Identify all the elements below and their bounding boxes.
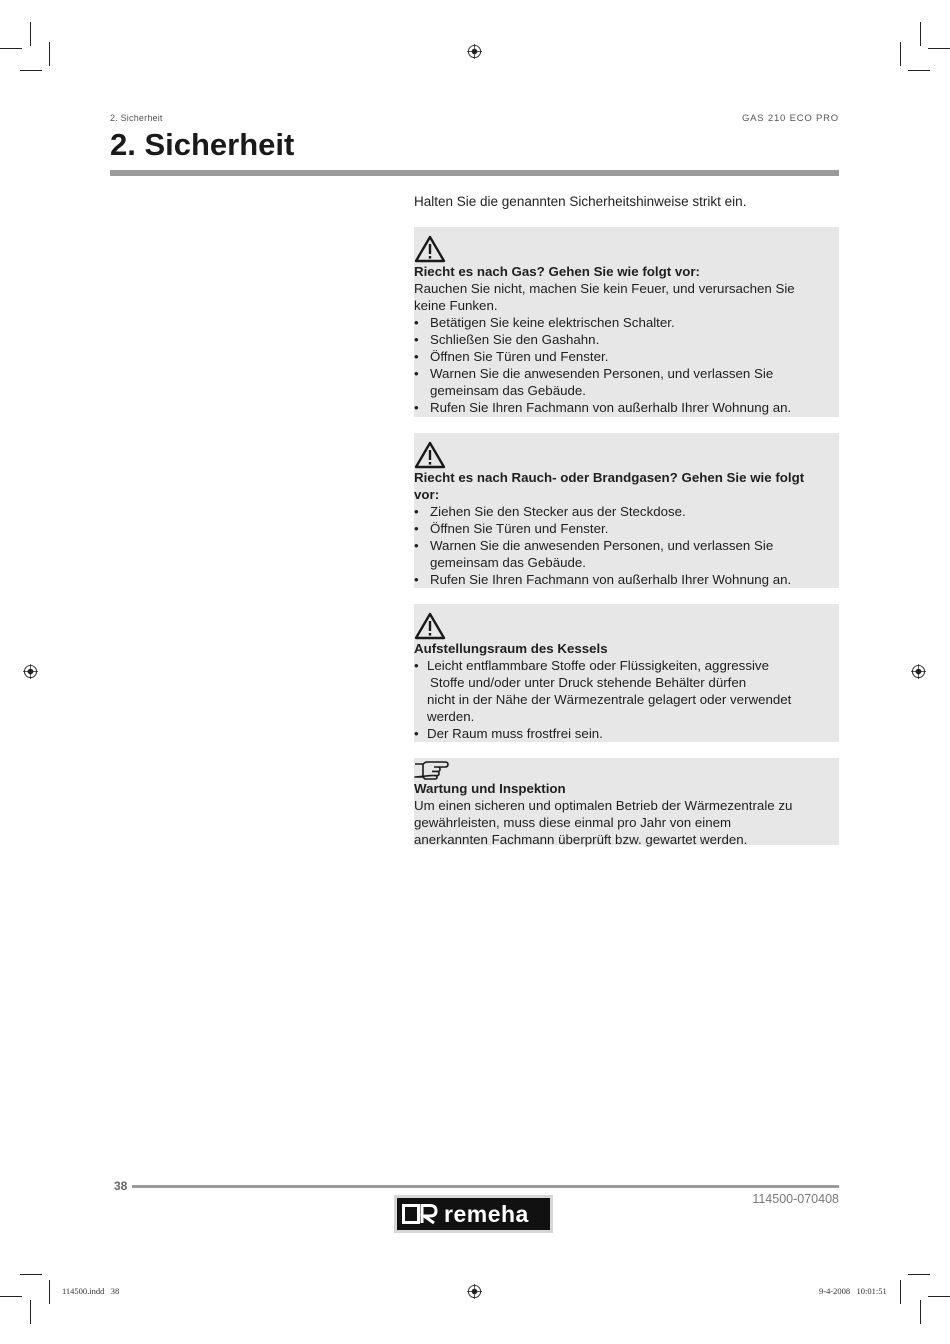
crop-mark bbox=[49, 42, 50, 66]
smoke-warning-list bbox=[414, 503, 839, 588]
list-item bbox=[414, 725, 839, 742]
warning-triangle-icon bbox=[414, 235, 446, 263]
registration-mark-icon bbox=[467, 44, 482, 59]
list-item-text: • Öffnen Sie Türen und Fenster. bbox=[430, 349, 609, 364]
crop-mark bbox=[900, 1280, 901, 1304]
list-item-text: • Warnen Sie die anwesenden Personen, und verlassen Sie bbox=[430, 538, 774, 553]
list-item-text: gemeinsam das Gebäude. bbox=[430, 555, 586, 570]
list-item-text: • Leicht entflammbare Stoffe oder Flüssigkeiten, aggressive bbox=[427, 658, 769, 673]
crop-mark bbox=[0, 1296, 22, 1297]
registration-mark-icon bbox=[467, 1284, 482, 1299]
crop-mark bbox=[30, 22, 31, 46]
list-item-text: • Öffnen Sie Türen und Fenster. bbox=[430, 521, 609, 536]
list-item-text: gemeinsam das Gebäude. bbox=[430, 383, 586, 398]
document-code: 114500-070408 bbox=[752, 1192, 839, 1206]
print-slug-date: 9-4-2008 10:01:51 bbox=[819, 1286, 887, 1296]
list-item-text: • Warnen Sie die anwesenden Personen, und verlassen Sie bbox=[430, 366, 774, 381]
title-rule bbox=[110, 170, 839, 176]
list-item-text: • Der Raum muss frostfrei sein. bbox=[427, 726, 603, 741]
list-item bbox=[414, 399, 839, 416]
text-line: gewährleisten, muss diese einmal pro Jahr von einem bbox=[414, 815, 732, 830]
list-item-text: Stoffe und/oder unter Druck stehende Behälter dürfen bbox=[430, 675, 747, 690]
maintenance-heading: Wartung und Inspektion bbox=[414, 781, 566, 796]
list-item bbox=[414, 331, 839, 348]
running-header-section: 2. Sicherheit bbox=[110, 113, 163, 123]
pointing-hand-icon bbox=[414, 760, 450, 780]
crop-mark bbox=[49, 1280, 50, 1304]
room-warning-box bbox=[414, 604, 839, 742]
text-line: anerkannten Fachmann überprüft bzw. gewartet werden. bbox=[414, 832, 748, 847]
list-item bbox=[414, 503, 839, 520]
print-slug-file: 114500.indd 38 bbox=[62, 1286, 120, 1296]
gas-warning-heading: Riecht es nach Gas? Gehen Sie wie folgt vor: bbox=[414, 264, 700, 279]
crop-mark bbox=[30, 1300, 31, 1324]
remeha-mark-icon bbox=[402, 1203, 438, 1225]
crop-mark bbox=[20, 70, 42, 71]
maintenance-note-box bbox=[414, 758, 839, 845]
registration-mark-icon bbox=[23, 664, 38, 679]
text-line: Um einen sicheren und optimalen Betrieb der Wärmezentrale zu bbox=[414, 798, 793, 813]
page-title: 2. Sicherheit bbox=[110, 127, 295, 162]
smoke-warning-box bbox=[414, 433, 839, 588]
warning-triangle-icon bbox=[414, 612, 446, 640]
heading-line: Riecht es nach Rauch- oder Brandgasen? Gehen Sie wie folgt bbox=[414, 470, 805, 485]
gas-warning-list bbox=[414, 314, 839, 416]
list-item-text: • Betätigen Sie keine elektrischen Schalter. bbox=[430, 315, 675, 330]
list-item-text: werden. bbox=[427, 709, 475, 724]
smoke-warning-heading bbox=[414, 469, 839, 503]
registration-mark-icon bbox=[911, 664, 926, 679]
list-item bbox=[414, 365, 839, 399]
maintenance-text bbox=[414, 797, 839, 848]
crop-mark bbox=[908, 1274, 930, 1275]
list-item-text: • Rufen Sie Ihren Fachmann von außerhalb Ihrer Wohnung an. bbox=[430, 400, 792, 415]
crop-mark bbox=[920, 22, 921, 46]
list-item-text: • Ziehen Sie den Stecker aus der Steckdose. bbox=[430, 504, 686, 519]
list-item bbox=[414, 537, 839, 571]
list-item bbox=[414, 314, 839, 331]
page-number: 38 bbox=[114, 1179, 128, 1193]
list-item bbox=[414, 348, 839, 365]
gas-warning-box bbox=[414, 227, 839, 417]
list-item-text: • Rufen Sie Ihren Fachmann von außerhalb Ihrer Wohnung an. bbox=[430, 572, 792, 587]
crop-mark bbox=[20, 1274, 42, 1275]
gas-warning-text bbox=[414, 280, 839, 314]
remeha-logo bbox=[394, 1195, 553, 1233]
logo-text: remeha bbox=[444, 1200, 529, 1227]
list-item bbox=[414, 520, 839, 537]
text-line: Rauchen Sie nicht, machen Sie kein Feuer, und verursachen Sie bbox=[414, 281, 795, 296]
intro-text: Halten Sie die genannten Sicherheitshinweise strikt ein. bbox=[414, 194, 747, 209]
running-header-model: GAS 210 ECO PRO bbox=[741, 113, 839, 124]
crop-mark bbox=[900, 42, 901, 66]
list-item bbox=[414, 571, 839, 588]
room-warning-list bbox=[414, 657, 839, 742]
warning-triangle-icon bbox=[414, 441, 446, 469]
crop-mark bbox=[928, 48, 950, 49]
list-item-text: • Schließen Sie den Gashahn. bbox=[430, 332, 600, 347]
list-item-text: nicht in der Nähe der Wärmezentrale gelagert oder verwendet bbox=[427, 692, 792, 707]
heading-line: vor: bbox=[414, 487, 440, 502]
text-line: keine Funken. bbox=[414, 298, 498, 313]
crop-mark bbox=[928, 1296, 950, 1297]
crop-mark bbox=[920, 1300, 921, 1324]
crop-mark bbox=[0, 48, 22, 49]
footer-rule bbox=[132, 1185, 839, 1188]
room-warning-heading: Aufstellungsraum des Kessels bbox=[414, 641, 608, 656]
logo-plate bbox=[397, 1198, 550, 1230]
crop-mark bbox=[908, 70, 930, 71]
list-item bbox=[414, 657, 839, 725]
